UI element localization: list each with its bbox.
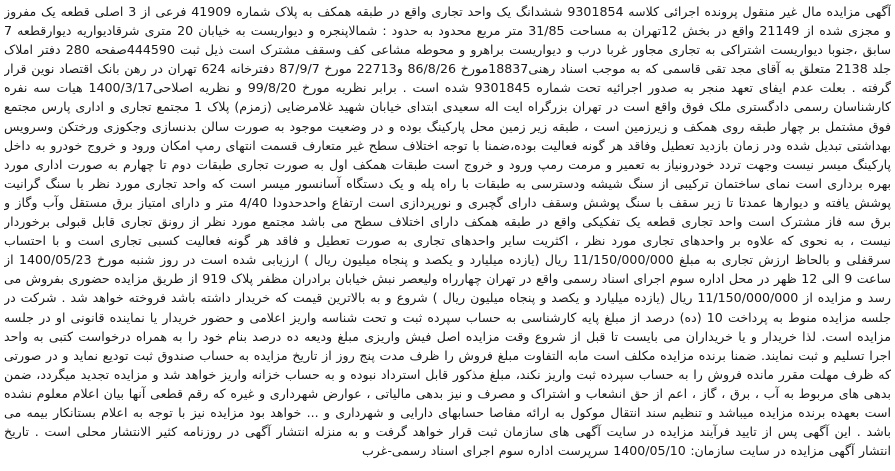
auction-notice-text: آگهی مزایده مال غیر منقول پرونده اجرائی کلاسه 9301854 ششدانگ یک واحد تجاری واقع در طبقه همکف به پلاک شماره 41909 فرعی از 3 اصلی قطعه یک مفروز و مجزی شده از 21149 واقع در بخش 12تهران به مساحت 31/85 متر مربع محدود به حدود : شمالاپنجره و دیواریست به خیابان 20 متری شرقادیواریه دیوارقطعه 7 سابق ،جنوبا دیواریست اشتراکی به تجاری مجاور غربا درب و دیواریست براهرو و محوطه مشاعی کف وسقف مشترک است ذیل ثبت 444590صفحه 280 دفتر املاک جلد 2138 متعلق به آقای مجد تقی قاسمی که به موجب اسناد رهنی18837مورخ 86/8/26 و22713 مورخ 87/9/7 دفترخانه 624 تهران در رهن بانک اقتصاد نوین قرار گرفته . بعلت عدم ایفای تعهد منجر به صدور اجرائیه تحت شماره 9301845 شده است . برابر نظریه مورخ 99/8/20 و نظریه اصلاحی1400/3/17 هیات سه نفره کارشناسان رسمی دادگستری ملک فوق واقع است در تهران بزرگراه ایت اله سعیدی ابتدای خیابان شهید غلامرضایی (زمزم) پلاک 1 مجتمع تجاری و اداری پارس مجتمع فوق مشتمل بر چهار طبقه روی همکف و زیرزمین است ، طبقه زیر زمین محل پارکینگ بوده و در وضعیت موجود به صورت سالن بدنسازی وجکوزی ورختکن وسرویس بهداشتی تبدیل شده ودر زمان بازدید تعطیل وفاقد هر گونه فعالیت بوده،ضمنا با توجه اختلاف سطح غیر متعارف قسمت انتهای رمپ امکان ورود و خروج خودرو به داخل پارکینگ میسر نیست وجهت تردد خودرونیاز به تعمیر و مرمت رمپ ورود و خروج است طبقات همکف اول به صورت تجاری طبقات دوم تا چهارم به صورت اداری مورد بهره برداری است نمای ساختمان ترکیبی از سنگ شیشه ودسترسی به طبقات با راه پله و یک دستگاه آسانسور میسر است که واحد تجاری مورد نظر با سنگ گرانیت پوشش یافته و دیوارها عمدتا تا زیر سقف با سنگ پوشش وسقف دارای گچبری و نورپردازی است ارتفاع واحدحدودا 4/40 متر و دارای امتیاز برق مستقل وآب وگاز و برق سه فاز مشترک است واحد تجاری قطعه یک تفکیکی واقع در طبقه همکف دارای اختلاف سطح می باشد مجتمع مورد نظر از رونق تجاری قابل قبولی برخوردار نیست ، به نحوی که علاوه بر واحدهای تجاری مورد نظر ، اکثریت سایر واحدهای تجاری به صورت تعطیل و فاقد هر گونه فعالیت کسبی تجاری است و با احتساب سرقفلی و بالحاظ ارزش تجاری به مبلغ 11/150/000/000 ریال (یازده میلیارد و یکصد و پنجاه میلیون ریال ) ارزیابی شده است در روز شنبه مورخ 1400/05/23 از ساعت 9 الی 12 ظهر در محل اداره سوم اجرای اسناد رسمی واقع در تهران چهارراه ولیعصر نبش خیابان برادران مظفر پلاک 919 از طریق مزایده حضوری بفروش می رسد و مزایده از 11/150/000/000 ریال (یازده میلیارد و یکصد و پنجاه میلیون ریال ) شروع و به بالاترین قیمت که خریدار داشته باشد فروخته خواهد شد . شرکت در جلسه مزایده منوط به پرداخت 10 (ده) درصد از مبلغ پایه کارشناسی به حساب سپرده ثبت و تحت شناسه واریز اعلامی و حضور خریدار یا نماینده قانونی او در جلسه مزایده است. لذا خریدار و یا خریداران می بایست تا قبل از شروع وقت مزایده اصل فیش واریزی مبلغ ودیعه ده درصد بنام خود را به همراه درخواست کتبی به واحد اجرا تسلیم و ثبت نمایند. ضمنا برنده مزایده مکلف است مابه التفاوت مبلغ فروش را ظرف مدت پنج روز از تاریخ مزایده به حساب صندوق ثبت توديع نماید و در صورتی که ظرف مهلت مقرر مانده فروش را به حساب سپرده ثبت واریز نکند، مبلغ مذکور قابل استرداد نبوده و به حساب خزانه واریز خواهد شد و مزایده تجدید میگردد، ضمن بدهی های مربوط به آب ، برق ، گاز ، اعم از حق انشعاب و اشتراک و مصرف و نیز بدهی مالیاتی ، عوارض شهرداری و غیره که رقم قطعی آنها بیان اعلام معلوم نشده است بعهده برنده مزایده میباشد و تنظیم سند انتقال موکول به ارائه مفاصا حسابهای دارایی و شهرداری و ... خواهد بود مزایده نیز با توجه به اعلام بستانکار بیمه می باشد . این آگهی پس از تایید فرآیند مزایده در سایت آگهی های سازمان ثبت قرار خواهد گرفت و به منزله انتشار آگهی در روزنامه کثیر الانتشار محلی است . تاریخ انتشار آگهی مزایده در سایت سازمان: 1400/05/10 سرپرست اداره سوم اجرای اسناد رسمی-غرب — [4, 4, 891, 459]
